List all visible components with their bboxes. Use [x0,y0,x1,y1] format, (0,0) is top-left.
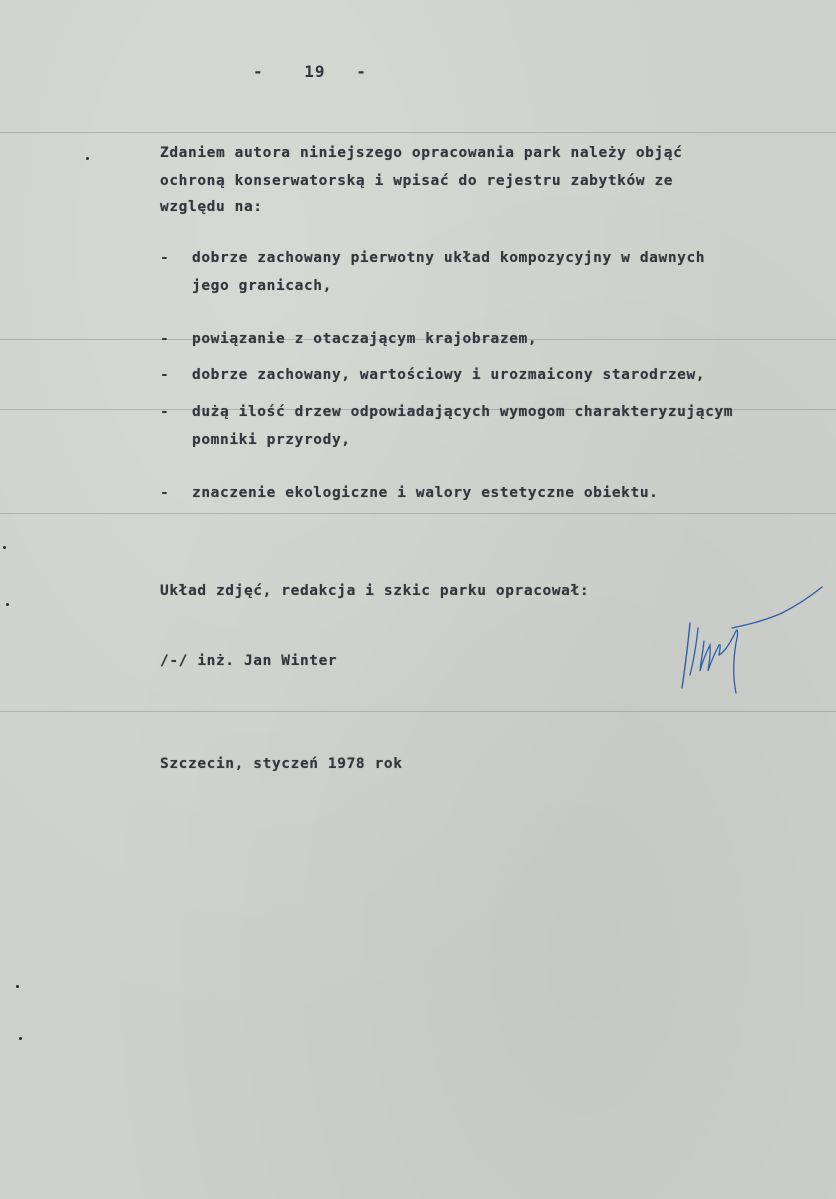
intro-line-3: względu na: [160,199,263,215]
bullet-marker: - [160,367,169,383]
intro-line-1: Zdaniem autora niniejszego opracowania park należy objąć [160,145,683,161]
bullet-marker: - [160,331,169,347]
bullet-4-line-1: dużą ilość drzew odpowiadających wymogom charakteryzującym [192,404,734,420]
bullet-1-line-2: jego granicach, [192,278,332,294]
page-number-value: 19 [304,62,326,81]
credits-line: Układ zdjęć, redakcja i szkic parku opracował: [160,583,590,599]
margin-speck [16,985,19,988]
bullet-marker: - [160,250,169,266]
margin-speck [19,1037,22,1040]
intro-line-2: ochroną konserwatorską i wpisać do rejestru zabytków ze [160,173,674,189]
margin-speck [86,157,89,160]
bullet-3-line-1: dobrze zachowany, wartościowy i urozmaicony starodrzew, [192,367,706,383]
handwritten-signature [676,583,826,698]
bullet-4-line-2: pomniki przyrody, [192,432,351,448]
page-number [253,62,367,81]
bullet-1-line-1: dobrze zachowany pierwotny układ kompozycyjny w dawnych [192,250,706,266]
margin-speck [3,546,6,549]
bullet-marker: - [160,485,169,501]
page-number-left-dash: - [253,62,264,81]
paper-rule [0,513,836,514]
margin-speck [6,603,9,606]
bullet-5-line-1: znaczenie ekologiczne i walory estetyczne obiektu. [192,485,659,501]
paper-rule [0,711,836,712]
place-and-date: Szczecin, styczeń 1978 rok [160,756,403,772]
bullet-marker: - [160,404,169,420]
author-name: /-/ inż. Jan Winter [160,653,338,669]
page-number-right-dash: - [356,62,367,81]
paper-rule [0,132,836,133]
bullet-2-line-1: powiązanie z otaczającym krajobrazem, [192,331,538,347]
